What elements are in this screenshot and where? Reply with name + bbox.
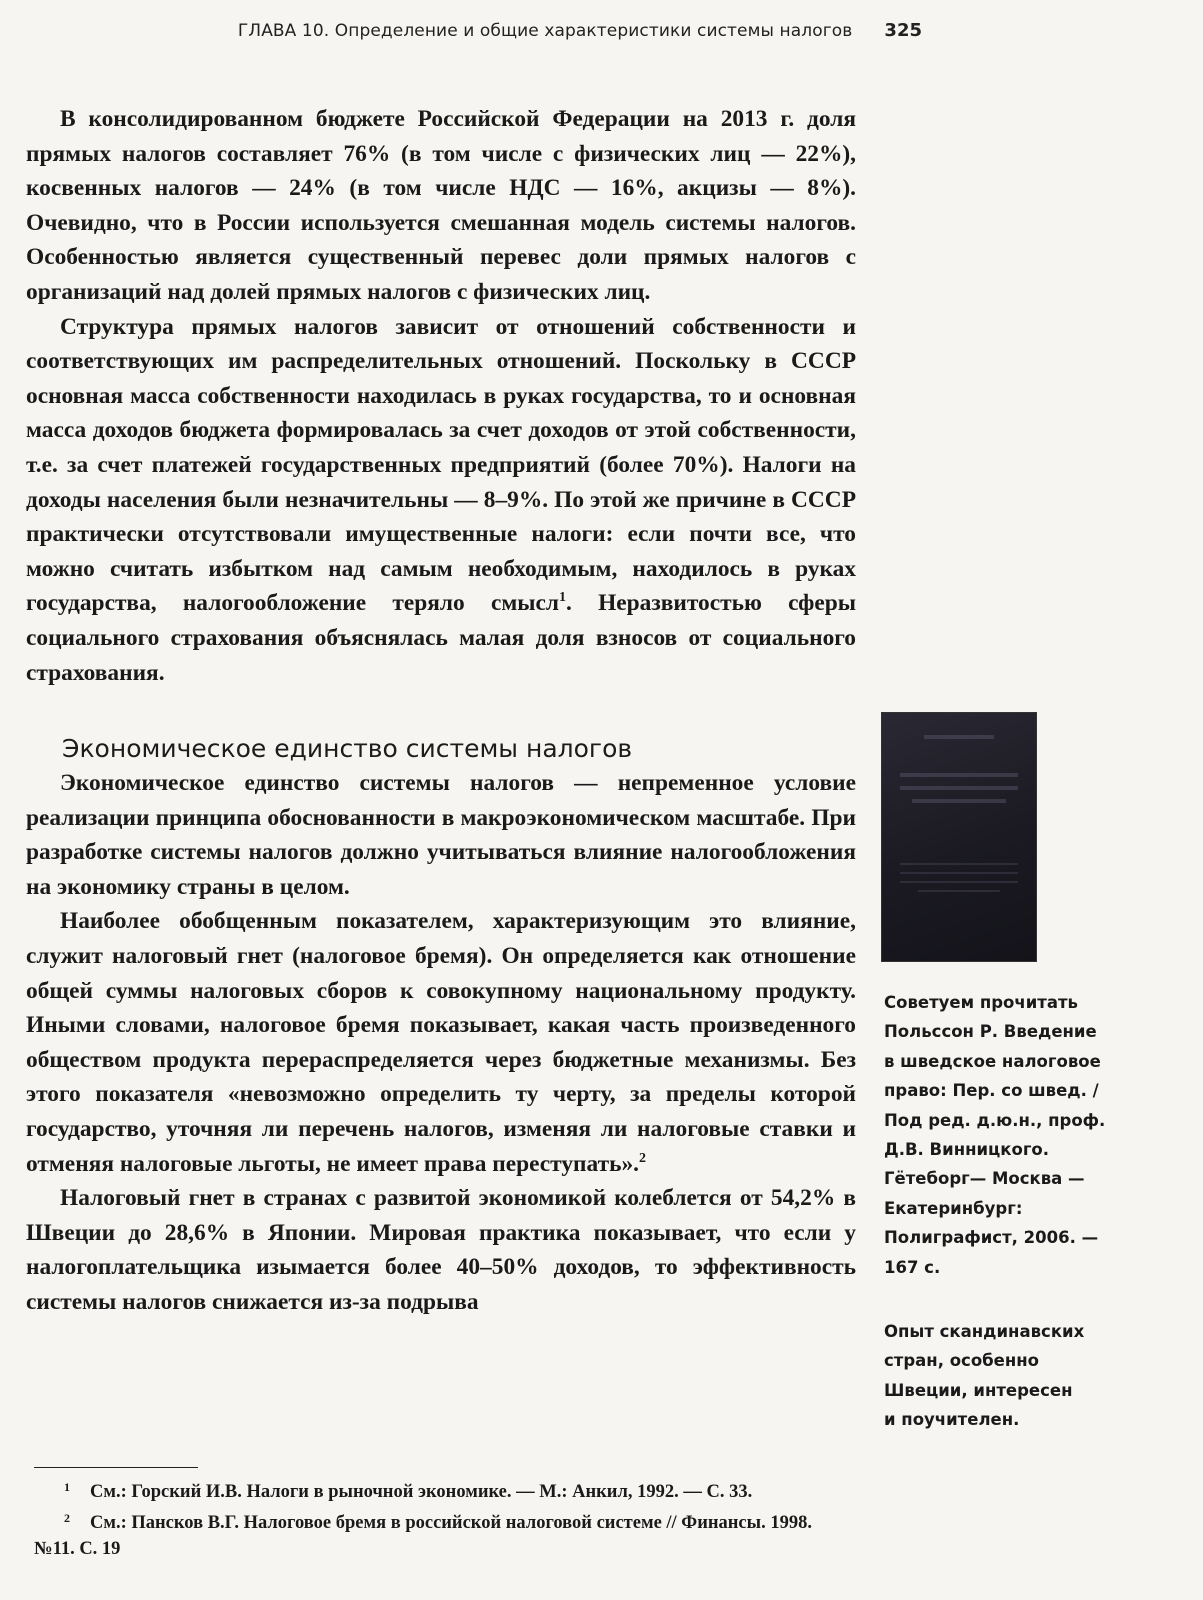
sidebar-line: 167 с. bbox=[884, 1257, 941, 1277]
sidebar-line: Польссон Р. Введение bbox=[884, 1022, 1097, 1042]
running-header bbox=[200, 20, 922, 41]
footnote-ref-2: 2 bbox=[639, 1150, 646, 1166]
footnote-mark: 1 bbox=[64, 1480, 70, 1494]
chapter-title: ГЛАВА 10. Определение и общие характеристики системы налогов bbox=[237, 21, 853, 41]
paragraph-economic-unity: Экономическое единство системы налогов — непременное условие реализации принципа обоснованности в макроэкономическом масштабе. При разработке системы налогов должно учитываться влияние налогообложения на экономику страны в целом. bbox=[26, 770, 856, 900]
footnote-text: См.: Пансков В.Г. Налоговое бремя в российской налоговой системе // Финансы. 1998. №11. С. 19 bbox=[34, 1513, 812, 1559]
footnote-text: См.: Горский И.В. Налоги в рыночной экономике. — М.: Анкил, 1992. — С. 33. bbox=[90, 1482, 753, 1502]
footnote-divider bbox=[34, 1467, 198, 1468]
sidebar-line: право: Пер. со швед. / bbox=[884, 1081, 1099, 1101]
sidebar-line: стран, особенно bbox=[884, 1351, 1040, 1371]
sidebar-line: и поучителен. bbox=[884, 1410, 1020, 1430]
sidebar-remark bbox=[884, 1317, 1124, 1435]
footnote-mark: 2 bbox=[64, 1511, 70, 1525]
footnotes bbox=[34, 1474, 854, 1562]
paragraph-direct-taxes-text: Структура прямых налогов зависит от отношений собственности и соответствующих им распределительных отношений. Поскольку в СССР основная масса собственности находилась в руках государства, то и основная масса доходов бюджета формировалась за счет доходов от этой собственности, т.е. за счет платежей государственных предприятий (более 70%). Налоги на доходы населения были незначительны — 8–9%. По этой же причине в СССР практически отсутствовали имущественные налоги: если почти все, что можно считать избытком над самым необходимым, находилось в руках государства, налогообложение теряло смысл bbox=[26, 313, 856, 617]
sidebar-line: Советуем прочитать bbox=[884, 993, 1078, 1012]
sidebar-line: Под ред. д.ю.н., проф. bbox=[884, 1110, 1106, 1130]
main-text-column bbox=[26, 102, 856, 1320]
paragraph-tax-burden-countries: Налоговый гнет в странах с развитой экономикой колеблется от 54,2% в Швеции до 28,6% в Японии. Мировая практика показывает, что если у налогоплательщика изымается более 40–50% доходов, то эффективность системы налогов снижается из-за подрыва bbox=[26, 1185, 856, 1315]
sidebar-line: Полиграфист, 2006. — bbox=[884, 1228, 1099, 1248]
book-cover-image bbox=[882, 713, 1036, 961]
footnote-2 bbox=[34, 1505, 854, 1562]
sidebar-line: Опыт скандинавских bbox=[884, 1322, 1085, 1341]
paragraph-tax-burden-text: Наиболее обобщенным показателем, характеризующим это влияние, служит налоговый гнет (налоговое бремя). Он определяется как отношение общей суммы налоговых сборов к совокупному национальному продукту. Иными словами, налоговое бремя показывает, какая часть произведенного обществом продукта перераспределяется через бюджетные механизмы. Без этого показателя «невозможно определить ту черту, за пределы которой государство, уточняя ли перечень налогов, изменяя ли налоговые ставки и отменяя налоговые льготы, не имеет права переступать». bbox=[26, 908, 856, 1177]
section-heading: Экономическое единство системы налогов bbox=[62, 734, 633, 764]
paragraph-tax-burden bbox=[26, 904, 856, 1181]
page-number: 325 bbox=[884, 20, 922, 41]
sidebar-recommendation bbox=[884, 988, 1124, 1282]
footnote-1 bbox=[34, 1474, 854, 1505]
paragraph-budget-structure: В консолидированном бюджете Российской Федерации на 2013 г. доля прямых налогов составляет 76% (в том числе с физических лиц — 22%), косвенных налогов — 24% (в том числе НДС — 16%, акцизы — 8%). Очевидно, что в России используется смешанная модель системы налогов. Особенностью является существенный перевес доли прямых налогов с организаций над долей прямых налогов с физических лиц. bbox=[26, 106, 856, 305]
sidebar-line: Швеции, интересен bbox=[884, 1380, 1073, 1400]
sidebar-line: в шведское налоговое bbox=[884, 1051, 1101, 1071]
paragraph-direct-taxes bbox=[26, 310, 856, 691]
sidebar-line: Д.В. Винницкого. bbox=[884, 1140, 1050, 1160]
paragraph-direct-taxes-tail: . Неразвитостью сферы социального страхования объяснялась малая доля взносов от социального страхования. bbox=[26, 590, 856, 686]
sidebar-line: Гётеборг— Москва — bbox=[884, 1169, 1085, 1189]
sidebar-line: Екатеринбург: bbox=[884, 1198, 1023, 1218]
footnote-ref-1: 1 bbox=[559, 590, 567, 606]
